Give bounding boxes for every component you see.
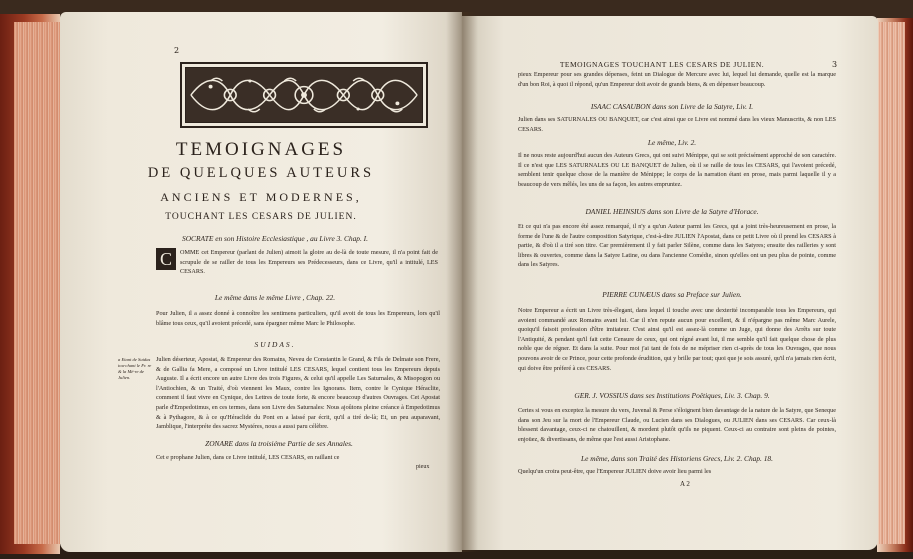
title-line-1: TEMOIGNAGES <box>175 139 347 160</box>
source-heading: GER. J. VOSSIUS dans ses Institutions Poëtiques, Liv. 3. Chap. 9. <box>574 391 770 400</box>
left-page-edges <box>14 22 62 544</box>
source-heading: Le même dans le même Livre , Chap. 22. <box>214 293 336 302</box>
source-heading: ISAAC CASAUBON dans son Livre de la Satyre, Liv. I. <box>590 102 754 111</box>
source-heading: SUIDAS. <box>254 340 296 349</box>
paragraph: pieux Empereur pour ses grandes dépenses, feint un Dialogue de Mercure avec lui, lequel lui demande, quelle est la marque d'un bon Roi, à quoi il répond, qu'un Empereur doit avoir de grands biens, & en dépenser beaucoup. <box>518 71 836 88</box>
title-line-4: TOUCHANT LES CESARS DE JULIEN. <box>165 212 357 222</box>
drop-cap: C <box>156 248 176 270</box>
source-heading: Le même, dans son Traité des Historiens Grecs, Liv. 2. Chap. 18. <box>581 454 773 463</box>
source-heading: DANIEL HEINSIUS dans son Livre de la Satyre d'Horace. <box>585 207 759 216</box>
paragraph: Quelqu'un croira peut-être, que l'Empereur JULIEN doive avoir lieu parmi les <box>518 468 712 475</box>
source-heading: PIERRE CUNÆUS dans sa Preface sur Julien. <box>602 290 742 299</box>
source-heading: Le même, Liv. 2. <box>647 138 697 147</box>
right-page-edges <box>879 22 905 544</box>
paragraph: Pour Julien, il a assez donné à connoître les sentimens particuliers, qu'il avoit de tous les Empereurs, lors qu'il blâme tous ceux, qu'il avoient précedé, sans épargner même Marc le Philosophe. <box>156 310 440 327</box>
paragraph: Cet e prophane Julien, dans ce Livre intitulé, LES CESARS, en raillant ce <box>156 454 340 461</box>
ornamental-headpiece <box>180 62 428 128</box>
margin-note: a Etant de Suidas tou-chant le Fr. re & la Mé-re de Julien. <box>118 357 152 380</box>
running-head: TEMOIGNAGES TOUCHANT LES CESARS DE JULIEN. <box>559 60 765 69</box>
source-heading: SOCRATE en son Histoire Ecclesiastique , au Livre 3. Chap. I. <box>182 234 368 243</box>
paragraph: Certes si vous en exceptez la mesure du vers, Juvenal & Perse s'éloignent bien davantage de la nature de la Satyre, que Seneque dans son Jeu sur la mort de l'Empereur Claude, ou Lucien dans ses Dialogues, ou JULIEN dans ses CESARS. Car ceux-là blessent davantage, ceux-ci ne chatouillent, & mordent plutôt qu'ils ne piquent. Ceux-ci au contraire sont pleins de pointes, enjoüez, & divertissans, de même que l'est aussi Aristophane. <box>518 407 836 443</box>
paragraph: Julien déserteur, Apostat, & Empereur des Romains, Neveu de Constantin le Grand, & Fils de Delmate son Frere, & de Gallia fa Mere, a composé un Livre intitulé LES CESARS, lequel contient tous les Empereurs depuis Auguste. Il a écrit encore un autre Livre des trois Figures, & celui qu'il appelle Les Saturnales, & Misopogon ou l'Antiochien, & un Traité, d'où viennent les Maux, contre les Ignorans. Item, contre le Cynique Héraclite, comment il faut vivre en Cynique, des Lettres de toute forte, & encore beaucoup d'autres Ouvrages. Cet Apostat parle d'Empedotimus, en ces termes, dans son Livre des Saturnales: Nous ajoûtons pleine créance à Empedotimus & à Pythagore, & à ce qu'Héraclide du Pont en a laissé par écrit, qu'il a tiré de-là; Et, un peu auparavant, Jamblique, l'interpréte des sacrez Mystéres, nous a aussi paru célèbre. <box>156 356 440 431</box>
left-page <box>60 12 462 552</box>
title-line-2: DE QUELQUES AUTEURS <box>147 165 375 181</box>
page-number: 2 <box>174 46 180 55</box>
signature-mark: A 2 <box>680 480 690 488</box>
source-heading: ZONARE dans la troisiéme Partie de ses Annales. <box>205 439 353 448</box>
title-line-3: ANCIENS ET MODERNES, <box>160 190 362 204</box>
catchword: pieux <box>416 464 430 470</box>
paragraph: Julien dans ses SATURNALES OU BANQUET, car c'est ainsi que ce Livre est nommé dans les vieux Manuscrits, & non LES CESARS. <box>518 116 836 133</box>
paragraph: Il ne nous reste aujourd'hui aucun des Auteurs Grecs, qui ont suivi Ménippe, qui se soit précisément approché de son caractére. Il ce n'est que LES SATURNALES OU LE BANQUET de Julien, où il se raille de tous les CESARS, qui l'avoient précedé, semblent tenir quelque chose de la manière de Ménippe; le corps de la narration étant en prose, mais parmi laquelle il y a beaucoup de vers mêlés, les uns de sa façon, les autres empruntez. <box>518 152 836 188</box>
page-number: 3 <box>832 60 838 69</box>
right-page <box>462 16 878 550</box>
floral-ornament-icon <box>186 68 422 122</box>
paragraph: OMME cet Empereur (parlant de Julien) aimoit la gloire au de-là de toute mesure, il n'a point fait de scrupule de se railler de tous les Empereurs ses Prédecesseurs, dans ce Livre, qu'il a intitulé, LES CESARS. <box>180 249 438 276</box>
paragraph: Et ce qui n'a pas encore été assez remarqué, il n'y a qu'un Auteur parmi les Grecs, qui a joint très-heureusement en prose, la forme de l'une & de l'autre composition Satyrique, c'est-à-dire JULIEN l'Apostat, dans ce petit Livre où il prend les CESARS à partie, & d'où il a tiré son titre. Car premièrement il y fait parler Silène, comme dans les Satyres; ensuite des railleries y sont libres & ouvertes, comme dans la Satyre Latine, ou dans l'ancienne Comédie, sinon qu'elles ont un peu plus de pointe, comme dans les Satyres. <box>518 223 836 269</box>
paragraph: Notre Empereur a écrit un Livre très-élegant, dans lequel il touche avec une dexterité incomparable tous les Empereurs, qui avoient commandé aux Romains avant lui. Car il n'en repute aucun pour excellent, & il n'épargne pas même Marc Aurele, quoiqu'il faisoit profession d'être imitateur. C'est ainsi qu'il est assez-là comme un Juge, qui donne des Arrêts sur toute l'Antiquité, & pendant qu'il fait cette Censure de ceux, qui ont régné avant lui, il me semble qu'il fait quelque chose de plus noble que de régner. Et dans la suite. Pour moi j'ai tant de fois de ne mépriser rien ci-après de tous les Ouvrages, que nous pouvons avoir de ce Prince, pour cette profonde érudition, qui y brille par tout; quoi que je sois assuré, qu'il n'a jamais rien écrit, qui doive être préferé à ces CESARS. <box>518 307 836 372</box>
